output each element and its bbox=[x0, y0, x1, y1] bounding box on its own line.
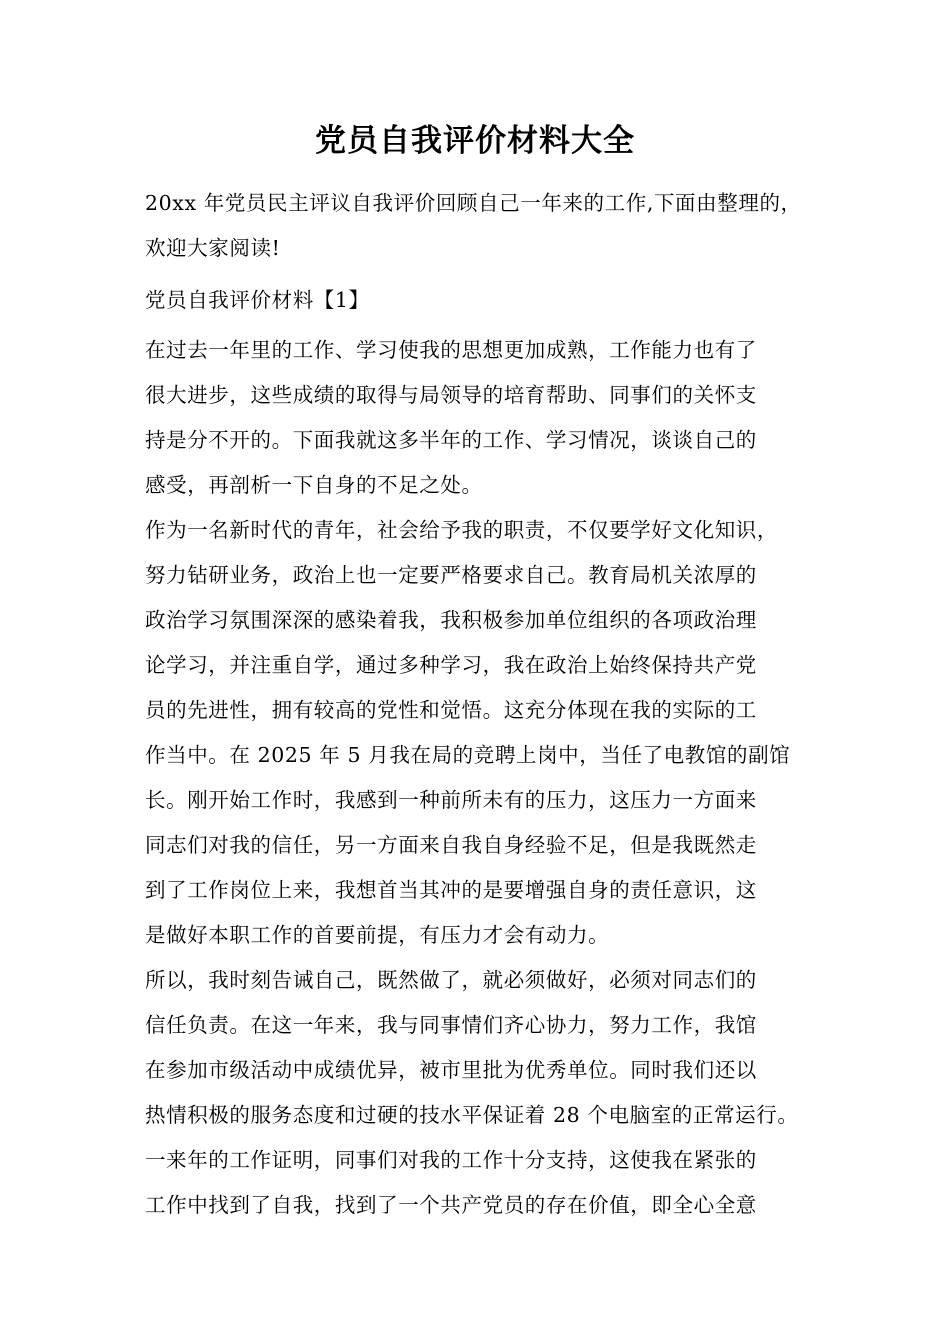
body-line: 信任负责。在这一年来，我与同事情们齐心协力，努力工作，我馆 bbox=[145, 1013, 757, 1037]
body-line: 论学习，并注重自学，通过多种学习，我在政治上始终保持共产党 bbox=[145, 653, 757, 677]
body-line: 政治学习氛围深深的感染着我，我积极参加单位组织的各项政治理 bbox=[145, 608, 757, 632]
body-line: 在过去一年里的工作、学习使我的思想更加成熟，工作能力也有了 bbox=[145, 338, 757, 362]
body-line: 作当中。在 2025 年 5 月我在局的竞聘上岗中，当任了电教馆的副馆 bbox=[145, 743, 791, 767]
body-line: 所以，我时刻告诫自己，既然做了，就必须做好，必须对同志们的 bbox=[145, 968, 757, 992]
body-line: 感受，再剖析一下自身的不足之处。 bbox=[145, 473, 483, 497]
body-line: 20xx 年党员民主评议自我评价回顾自己一年来的工作,下面由整理的， bbox=[145, 191, 802, 215]
body-line: 努力钻研业务，政治上也一定要严格要求自己。教育局机关浓厚的 bbox=[145, 563, 757, 587]
section-heading: 党员自我评价材料【1】 bbox=[145, 288, 370, 312]
body-line: 员的先进性，拥有较高的党性和觉悟。这充分体现在我的实际的工 bbox=[145, 698, 757, 722]
body-line: 持是分不开的。下面我就这多半年的工作、学习情况，谈谈自己的 bbox=[145, 428, 757, 452]
body-line: 到了工作岗位上来，我想首当其冲的是要增强自身的责任意识，这 bbox=[145, 878, 757, 902]
body-line: 欢迎大家阅读! bbox=[145, 236, 281, 260]
body-line: 一来年的工作证明，同事们对我的工作十分支持，这使我在紧张的 bbox=[145, 1148, 757, 1172]
body-line: 在参加市级活动中成绩优异，被市里批为优秀单位。同时我们还以 bbox=[145, 1058, 757, 1082]
body-line: 很大进步，这些成绩的取得与局领导的培育帮助、同事们的关怀支 bbox=[145, 383, 757, 407]
body-line: 同志们对我的信任，另一方面来自我自身经验不足，但是我既然走 bbox=[145, 833, 757, 857]
body-line: 长。刚开始工作时，我感到一种前所未有的压力，这压力一方面来 bbox=[145, 788, 757, 812]
body-line: 是做好本职工作的首要前提，有压力才会有动力。 bbox=[145, 923, 610, 947]
body-line: 工作中找到了自我，找到了一个共产党员的存在价值，即全心全意 bbox=[145, 1193, 757, 1217]
body-line: 作为一名新时代的青年，社会给予我的职责，不仅要学好文化知识， bbox=[145, 518, 778, 542]
body-line: 热情积极的服务态度和过硬的技水平保证着 28 个电脑室的正常运行。 bbox=[145, 1103, 799, 1127]
document-title: 党员自我评价材料大全 bbox=[315, 123, 635, 159]
